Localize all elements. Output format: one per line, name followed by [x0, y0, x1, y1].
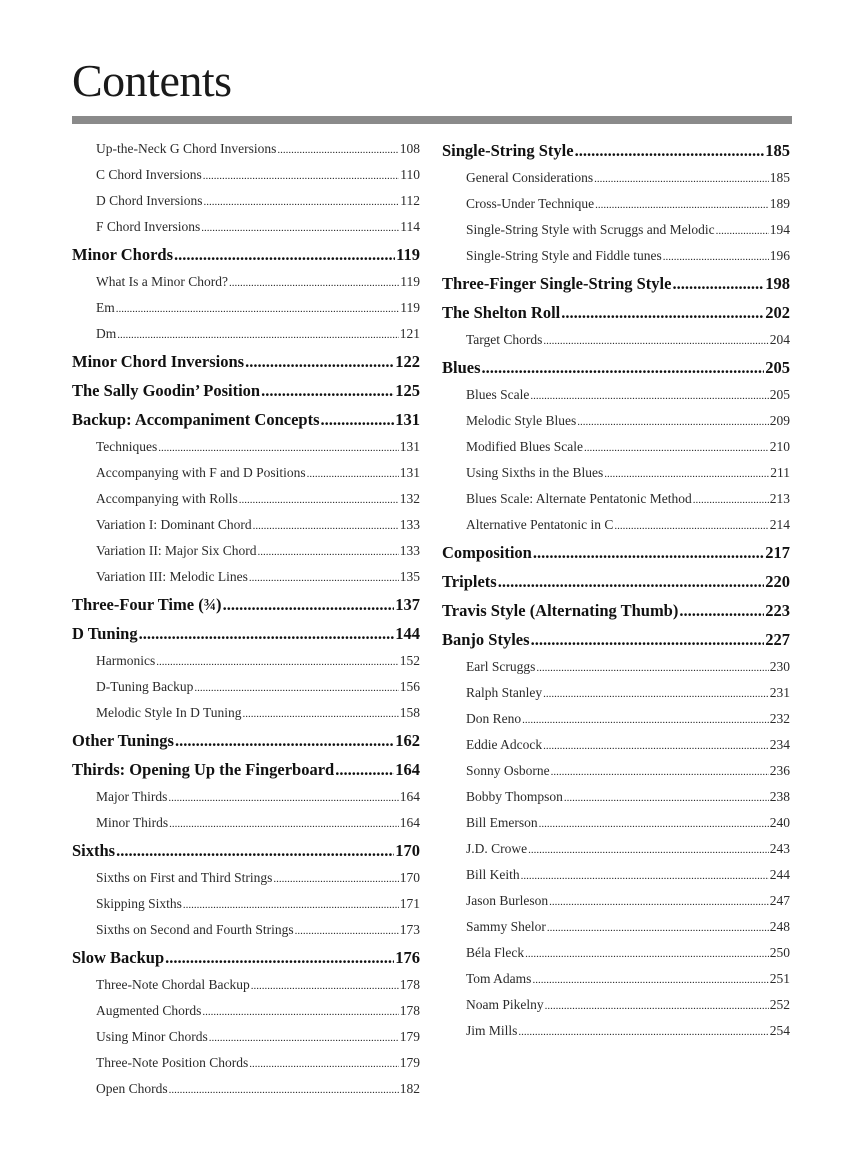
toc-entry-title: J.D. Crowe: [466, 841, 528, 856]
dot-leader: [575, 136, 765, 165]
toc-page-number: 209: [769, 413, 790, 428]
toc-entry-title: Augmented Chords: [96, 1003, 202, 1018]
toc-page-number: 114: [400, 219, 420, 234]
toc-page-number: 202: [765, 303, 790, 322]
toc-entry-title: Minor Thirds: [96, 815, 169, 830]
toc-page-number: 196: [769, 248, 790, 263]
dot-leader: [577, 409, 769, 434]
toc-entry-title: Bill Keith: [466, 867, 520, 882]
toc-page-number: 252: [769, 997, 790, 1012]
dot-leader: [543, 681, 769, 706]
toc-page-number: 230: [769, 659, 790, 674]
toc-page-number: 232: [769, 711, 790, 726]
toc-entry-title: Three-Finger Single-String Style: [442, 274, 672, 293]
toc-entry-techniques[interactable]: [72, 434, 420, 460]
toc-entry-title: Melodic Style Blues: [466, 413, 577, 428]
toc-entry-minor-thirds[interactable]: [72, 810, 420, 836]
dot-leader: [679, 596, 764, 625]
dot-leader: [716, 218, 769, 243]
toc-page-number: 254: [769, 1023, 790, 1038]
toc-page-number: 250: [769, 945, 790, 960]
toc-page-number: 152: [399, 653, 420, 668]
dot-leader: [604, 461, 769, 486]
toc-entry-cross-under-technique[interactable]: [442, 191, 790, 217]
toc-entry-title: Ralph Stanley: [466, 685, 543, 700]
toc-section-single-string-style[interactable]: [442, 136, 790, 165]
toc-left-column: [72, 136, 420, 1102]
toc-entry-title: Béla Fleck: [466, 945, 525, 960]
toc-entry-major-thirds[interactable]: [72, 784, 420, 810]
toc-page-number: 119: [400, 300, 420, 315]
dot-leader: [522, 707, 769, 732]
toc-page-number: 185: [769, 170, 790, 185]
dot-leader: [174, 240, 395, 269]
toc-entry-sammy-shelor[interactable]: [442, 914, 790, 940]
toc-entry-d-tuning-backup[interactable]: [72, 674, 420, 700]
dot-leader: [532, 967, 768, 992]
toc-entry-title: Don Reno: [466, 711, 522, 726]
toc-entry-single-string-style-with-scruggs-and-melodic[interactable]: [442, 217, 790, 243]
dot-leader: [116, 836, 394, 865]
dot-leader: [201, 215, 399, 240]
toc-entry-ralph-stanley[interactable]: [442, 680, 790, 706]
toc-page-number: 132: [399, 491, 420, 506]
toc-page-number: 194: [769, 222, 790, 237]
dot-leader: [307, 461, 399, 486]
toc-page-number: 213: [769, 491, 790, 506]
dot-leader: [536, 655, 768, 680]
toc-entry-single-string-style-and-fiddle-tunes[interactable]: [442, 243, 790, 269]
toc-page-number: 243: [769, 841, 790, 856]
dot-leader: [194, 675, 398, 700]
toc-entry-accompanying-with-f-and-d-positions[interactable]: [72, 460, 420, 486]
toc-section-triplets[interactable]: [442, 567, 790, 596]
toc-entry-title: D-Tuning Backup: [96, 679, 194, 694]
toc-page-number: 112: [400, 193, 420, 208]
toc-page-number: 179: [399, 1029, 420, 1044]
toc-page-number: 122: [395, 352, 420, 371]
toc-page-number: 210: [769, 439, 790, 454]
toc-entry-sonny-osborne[interactable]: [442, 758, 790, 784]
toc-entry-title: What Is a Minor Chord?: [96, 274, 228, 289]
toc-entry-earl-scruggs[interactable]: [442, 654, 790, 680]
toc-entry-title: Major Thirds: [96, 789, 168, 804]
toc-entry-title: Banjo Styles: [442, 630, 530, 649]
toc-page-number: 227: [765, 630, 790, 649]
dot-leader: [594, 166, 769, 191]
dot-leader: [518, 1019, 768, 1044]
toc-page-number: 251: [769, 971, 790, 986]
toc-page-number: 223: [765, 601, 790, 620]
toc-page-number: 164: [399, 789, 420, 804]
toc-page-number: 176: [395, 948, 420, 967]
toc-page-number: 144: [395, 624, 420, 643]
toc-entry-target-chords[interactable]: [442, 327, 790, 353]
toc-entry-accompanying-with-rolls[interactable]: [72, 486, 420, 512]
dot-leader: [528, 837, 769, 862]
toc-page-number: 131: [399, 439, 420, 454]
toc-entry-title: F Chord Inversions: [96, 219, 201, 234]
title-rule: [72, 116, 792, 124]
dot-leader: [584, 435, 769, 460]
toc-page-number: 220: [765, 572, 790, 591]
toc-entry-title: Jim Mills: [466, 1023, 518, 1038]
toc-entry-what-is-a-minor-chord[interactable]: [72, 269, 420, 295]
toc-page-number: 164: [399, 815, 420, 830]
toc-entry-title: Composition: [442, 543, 532, 562]
toc-page-number: 171: [399, 896, 420, 911]
toc-page-number: 189: [769, 196, 790, 211]
dot-leader: [273, 866, 398, 891]
toc-entry-title: Triplets: [442, 572, 497, 591]
toc-entry-sixths-on-second-and-fourth-strings[interactable]: [72, 917, 420, 943]
toc-entry-variation-iii-melodic-lines[interactable]: [72, 564, 420, 590]
toc-page-number: 156: [399, 679, 420, 694]
dot-leader: [175, 726, 394, 755]
toc-entry-general-considerations[interactable]: [442, 165, 790, 191]
toc-entry-open-chords[interactable]: [72, 1076, 420, 1102]
toc-entry-title: Sixths: [72, 841, 116, 860]
toc-entry-eddie-adcock[interactable]: [442, 732, 790, 758]
toc-entry-title: The Shelton Roll: [442, 303, 561, 322]
toc-entry-title: Single-String Style with Scruggs and Melodic: [466, 222, 715, 237]
dot-leader: [547, 915, 769, 940]
toc-entry-f-chord-inversions[interactable]: [72, 214, 420, 240]
dot-leader: [253, 513, 399, 538]
toc-entry-title: Three-Note Position Chords: [96, 1055, 249, 1070]
toc-page-number: 240: [769, 815, 790, 830]
toc-entry-title: Bill Emerson: [466, 815, 538, 830]
dot-leader: [156, 649, 399, 674]
toc-page-number: 178: [399, 1003, 420, 1018]
dot-leader: [239, 487, 399, 512]
toc-entry-title: General Considerations: [466, 170, 594, 185]
dot-leader: [139, 619, 395, 648]
dot-leader: [203, 163, 400, 188]
toc-page-number: 238: [769, 789, 790, 804]
toc-entry-title: Single-String Style: [442, 141, 574, 160]
toc-section-d-tuning[interactable]: [72, 619, 420, 648]
toc-entry-melodic-style-in-d-tuning[interactable]: [72, 700, 420, 726]
dot-leader: [521, 863, 769, 888]
toc-entry-title: Using Sixths in the Blues: [466, 465, 604, 480]
dot-leader: [530, 383, 768, 408]
toc-section-three-finger-single-string-style[interactable]: [442, 269, 790, 298]
toc-right-column: [442, 136, 790, 1044]
toc-section-travis-style-alternating-thumb[interactable]: [442, 596, 790, 625]
toc-entry-don-reno[interactable]: [442, 706, 790, 732]
dot-leader: [165, 943, 394, 972]
toc-entry-title: Harmonics: [96, 653, 156, 668]
toc-entry-j-d-crowe[interactable]: [442, 836, 790, 862]
toc-entry-title: Sammy Shelor: [466, 919, 546, 934]
toc-entry-skipping-sixths[interactable]: [72, 891, 420, 917]
toc-entry-bobby-thompson[interactable]: [442, 784, 790, 810]
toc-entry-noam-pikelny[interactable]: [442, 992, 790, 1018]
toc-entry-title: Variation III: Melodic Lines: [96, 569, 248, 584]
dot-leader: [245, 347, 394, 376]
toc-page-number: 133: [399, 517, 420, 532]
dot-leader: [168, 785, 398, 810]
toc-entry-title: Jason Burleson: [466, 893, 549, 908]
toc-page-number: 236: [769, 763, 790, 778]
toc-page-number: 170: [399, 870, 420, 885]
page-title: Contents: [72, 55, 232, 106]
dot-leader: [525, 941, 769, 966]
dot-leader: [482, 353, 765, 382]
toc-entry-using-minor-chords[interactable]: [72, 1024, 420, 1050]
dot-leader: [498, 567, 765, 596]
toc-entry-title: D Chord Inversions: [96, 193, 203, 208]
toc-entry-title: Minor Chord Inversions: [72, 352, 245, 371]
toc-entry-title: Slow Backup: [72, 948, 165, 967]
toc-entry-title: D Tuning: [72, 624, 138, 643]
toc-page-number: 205: [765, 358, 790, 377]
toc-entry-variation-i-dominant-chord[interactable]: [72, 512, 420, 538]
toc-entry-augmented-chords[interactable]: [72, 998, 420, 1024]
dot-leader: [551, 759, 769, 784]
toc-page-number: 248: [769, 919, 790, 934]
dot-leader: [614, 513, 768, 538]
toc-entry-using-sixths-in-the-blues[interactable]: [442, 460, 790, 486]
toc-entry-title: Earl Scruggs: [466, 659, 536, 674]
toc-entry-title: Single-String Style and Fiddle tunes: [466, 248, 662, 263]
toc-section-banjo-styles[interactable]: [442, 625, 790, 654]
dot-leader: [335, 755, 394, 784]
toc-entry-title: Bobby Thompson: [466, 789, 563, 804]
toc-entry-title: Travis Style (Alternating Thumb): [442, 601, 679, 620]
toc-page-number: 204: [769, 332, 790, 347]
dot-leader: [595, 192, 769, 217]
toc-entry-b-la-fleck[interactable]: [442, 940, 790, 966]
toc-section-minor-chord-inversions[interactable]: [72, 347, 420, 376]
toc-page-number: 179: [399, 1055, 420, 1070]
toc-section-sixths[interactable]: [72, 836, 420, 865]
toc-entry-three-note-chordal-backup[interactable]: [72, 972, 420, 998]
toc-entry-title: Cross-Under Technique: [466, 196, 595, 211]
toc-page-number: 185: [765, 141, 790, 160]
toc-section-composition[interactable]: [442, 538, 790, 567]
toc-page-number: 110: [400, 167, 420, 182]
dot-leader: [169, 811, 399, 836]
toc-entry-jason-burleson[interactable]: [442, 888, 790, 914]
toc-page-number: 164: [395, 760, 420, 779]
dot-leader: [321, 405, 395, 434]
toc-entry-title: Three-Note Chordal Backup: [96, 977, 250, 992]
toc-page-number: 131: [395, 410, 420, 429]
toc-entry-title: Other Tunings: [72, 731, 174, 750]
toc-page-number: 178: [399, 977, 420, 992]
toc-entry-modified-blues-scale[interactable]: [442, 434, 790, 460]
toc-entry-em[interactable]: [72, 295, 420, 321]
dot-leader: [693, 487, 769, 512]
dot-leader: [533, 538, 764, 567]
toc-entry-title: Sixths on Second and Fourth Strings: [96, 922, 294, 937]
dot-leader: [561, 298, 764, 327]
dot-leader: [209, 1025, 399, 1050]
toc-entry-title: Noam Pikelny: [466, 997, 544, 1012]
toc-entry-bill-emerson[interactable]: [442, 810, 790, 836]
toc-entry-title: Three-Four Time (¾): [72, 595, 222, 614]
toc-entry-title: Backup: Accompaniment Concepts: [72, 410, 320, 429]
toc-entry-title: Minor Chords: [72, 245, 173, 264]
dot-leader: [229, 270, 399, 295]
toc-entry-title: Thirds: Opening Up the Fingerboard: [72, 760, 335, 779]
toc-entry-tom-adams[interactable]: [442, 966, 790, 992]
toc-page-number: 135: [399, 569, 420, 584]
toc-entry-title: The Sally Goodin’ Position: [72, 381, 261, 400]
toc-entry-title: Blues Scale: [466, 387, 530, 402]
dot-leader: [257, 539, 398, 564]
dot-leader: [261, 376, 394, 405]
toc-entry-alternative-pentatonic-in-c[interactable]: [442, 512, 790, 538]
toc-entry-title: Sixths on First and Third Strings: [96, 870, 273, 885]
toc-section-the-shelton-roll[interactable]: [442, 298, 790, 327]
toc-page-number: 119: [396, 245, 420, 264]
toc-section-minor-chords[interactable]: [72, 240, 420, 269]
toc-entry-sixths-on-first-and-third-strings[interactable]: [72, 865, 420, 891]
dot-leader: [545, 993, 769, 1018]
dot-leader: [543, 733, 769, 758]
toc-entry-dm[interactable]: [72, 321, 420, 347]
toc-page-number: 231: [769, 685, 790, 700]
toc-entry-title: Variation I: Dominant Chord: [96, 517, 252, 532]
dot-leader: [249, 1051, 399, 1076]
dot-leader: [549, 889, 769, 914]
toc-page-number: 247: [769, 893, 790, 908]
dot-leader: [564, 785, 769, 810]
toc-entry-title: Using Minor Chords: [96, 1029, 208, 1044]
toc-entry-title: Techniques: [96, 439, 158, 454]
dot-leader: [202, 999, 398, 1024]
toc-page-number: 137: [395, 595, 420, 614]
toc-section-backup-accompaniment-concepts[interactable]: [72, 405, 420, 434]
toc-entry-title: Open Chords: [96, 1081, 168, 1096]
toc-entry-title: Blues Scale: Alternate Pentatonic Method: [466, 491, 692, 506]
toc-page-number: 217: [765, 543, 790, 562]
toc-section-blues[interactable]: [442, 353, 790, 382]
toc-entry-title: Skipping Sixths: [96, 896, 182, 911]
toc-entry-variation-ii-major-six-chord[interactable]: [72, 538, 420, 564]
toc-section-three-four-time[interactable]: [72, 590, 420, 619]
toc-section-slow-backup[interactable]: [72, 943, 420, 972]
toc-entry-melodic-style-blues[interactable]: [442, 408, 790, 434]
dot-leader: [277, 137, 398, 162]
toc-entry-title: Sonny Osborne: [466, 763, 550, 778]
toc-page-number: 211: [770, 465, 790, 480]
dot-leader: [223, 590, 395, 619]
toc-entry-title: C Chord Inversions: [96, 167, 202, 182]
dot-leader: [295, 918, 399, 943]
toc-page-number: 133: [399, 543, 420, 558]
toc-entry-title: Variation II: Major Six Chord: [96, 543, 257, 558]
toc-page-number: 198: [765, 274, 790, 293]
toc-entry-title: Blues: [442, 358, 481, 377]
toc-entry-blues-scale-alternate-pentatonic-method[interactable]: [442, 486, 790, 512]
toc-page-number: 182: [399, 1081, 420, 1096]
dot-leader: [169, 1077, 399, 1102]
dot-leader: [204, 189, 400, 214]
dot-leader: [663, 244, 769, 269]
dot-leader: [543, 328, 768, 353]
toc-entry-title: Em: [96, 300, 115, 315]
dot-leader: [251, 973, 399, 998]
toc-entry-title: Accompanying with F and D Positions: [96, 465, 306, 480]
dot-leader: [158, 435, 398, 460]
toc-section-thirds-opening-up-the-fingerboard[interactable]: [72, 755, 420, 784]
toc-entry-jim-mills[interactable]: [442, 1018, 790, 1044]
toc-page-number: 108: [399, 141, 420, 156]
toc-entry-three-note-position-chords[interactable]: [72, 1050, 420, 1076]
toc-entry-title: Melodic Style In D Tuning: [96, 705, 242, 720]
toc-entry-title: Target Chords: [466, 332, 543, 347]
toc-entry-up-the-neck-g-chord-inversions[interactable]: [72, 136, 420, 162]
toc-page-number: 170: [395, 841, 420, 860]
toc-page-number: 119: [400, 274, 420, 289]
toc-entry-c-chord-inversions[interactable]: [72, 162, 420, 188]
toc-page-number: 158: [399, 705, 420, 720]
toc-page-number: 125: [395, 381, 420, 400]
toc-page-number: 244: [769, 867, 790, 882]
dot-leader: [243, 701, 399, 726]
dot-leader: [531, 625, 765, 654]
toc-entry-harmonics[interactable]: [72, 648, 420, 674]
toc-entry-d-chord-inversions[interactable]: [72, 188, 420, 214]
dot-leader: [183, 892, 399, 917]
dot-leader: [249, 565, 399, 590]
dot-leader: [672, 269, 764, 298]
toc-entry-title: Eddie Adcock: [466, 737, 543, 752]
toc-entry-title: Alternative Pentatonic in C: [466, 517, 614, 532]
dot-leader: [539, 811, 769, 836]
toc-section-the-sally-goodin-position[interactable]: [72, 376, 420, 405]
toc-entry-bill-keith[interactable]: [442, 862, 790, 888]
toc-entry-title: Modified Blues Scale: [466, 439, 583, 454]
toc-page-number: 234: [769, 737, 790, 752]
toc-section-other-tunings[interactable]: [72, 726, 420, 755]
toc-entry-title: Accompanying with Rolls: [96, 491, 238, 506]
toc-page-number: 162: [395, 731, 420, 750]
toc-entry-title: Dm: [96, 326, 117, 341]
toc-page-number: 121: [399, 326, 420, 341]
toc-page-number: 205: [769, 387, 790, 402]
toc-page-number: 131: [399, 465, 420, 480]
toc-entry-title: Up-the-Neck G Chord Inversions: [96, 141, 277, 156]
toc-entry-blues-scale[interactable]: [442, 382, 790, 408]
toc-page-number: 214: [769, 517, 790, 532]
toc-page-number: 173: [399, 922, 420, 937]
dot-leader: [117, 322, 399, 347]
dot-leader: [116, 296, 400, 321]
toc-entry-title: Tom Adams: [466, 971, 532, 986]
